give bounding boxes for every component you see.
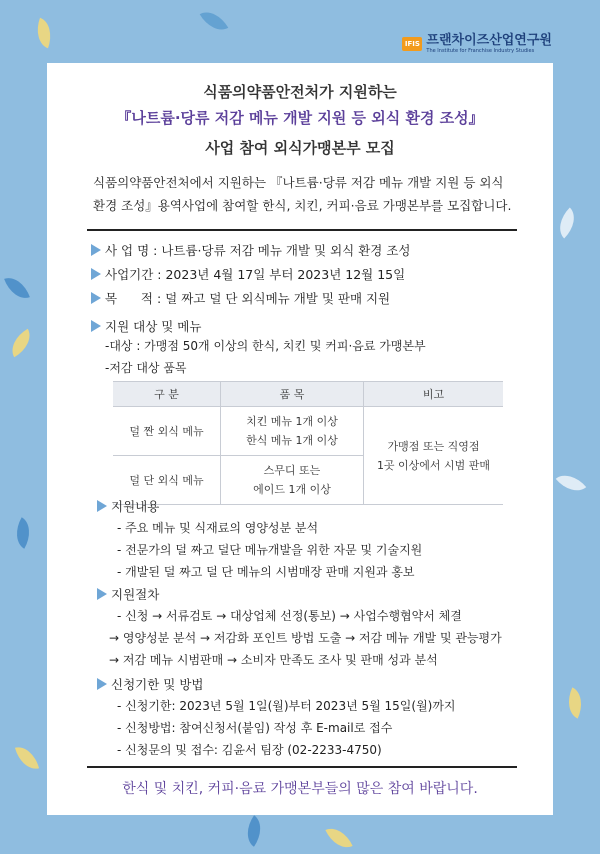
table-cell-items	[221, 456, 364, 505]
top-divider	[87, 229, 517, 231]
apply-item: - 신청방법: 참여신청서(붙임) 작성 후 E-mail로 접수	[117, 721, 393, 735]
leaf-decoration	[5, 329, 37, 358]
leaf-decoration	[551, 207, 582, 238]
bullet-triangle-icon	[91, 292, 101, 304]
info-period-text: 사업기간 : 2023년 4월 17일 부터 2023년 12월 15일	[105, 267, 406, 282]
table-cell-category: 덜 단 외식 메뉴	[113, 456, 221, 505]
support-item: - 개발된 덜 짜고 덜 단 메뉴의 시범매장 판매 지원과 홍보	[117, 565, 415, 579]
info-purpose-text: 목 적 : 덜 짜고 덜 단 외식메뉴 개발 및 판매 지원	[105, 291, 391, 306]
bullet-triangle-icon	[97, 500, 107, 512]
table-header: 품 목	[221, 382, 364, 407]
table-item-text: 치킨 메뉴 1개 이상	[246, 415, 338, 428]
procedure-item: - 신청 → 서류검토 → 대상업체 선정(통보) → 사업수행협약서 체결	[117, 609, 462, 623]
leaf-decoration	[9, 517, 38, 549]
table-note-text: 가맹점 또는 직영점	[387, 439, 480, 453]
table-cell-category: 덜 짠 외식 메뉴	[113, 407, 221, 456]
table-item-text: 한식 메뉴 1개 이상	[246, 434, 338, 447]
apply-item: - 신청문의 및 접수: 김윤서 팀장 (02-2233-4750)	[117, 743, 382, 757]
institute-logo	[402, 34, 552, 54]
leaf-decoration	[15, 743, 39, 773]
support-title	[97, 497, 159, 515]
target-title-text: 지원 대상 및 메뉴	[105, 319, 202, 334]
logo-mark: IFIS	[402, 37, 422, 51]
bullet-triangle-icon	[97, 678, 107, 690]
procedure-item: → 영양성분 분석 → 저감화 포인트 방법 도출 → 저감 메뉴 개발 및 관능평가	[109, 631, 502, 645]
bullet-triangle-icon	[91, 244, 101, 256]
leaf-decoration	[4, 273, 30, 304]
bullet-triangle-icon	[91, 268, 101, 280]
closing-message: 한식 및 치킨, 커피·음료 가맹본부들의 많은 참여 바랍니다.	[122, 781, 478, 797]
intro-line: 환경 조성』용역사업에 참여할 한식, 치킨, 커피·음료 가맹본부를 모집합니다.	[93, 198, 512, 213]
support-item: - 전문가의 덜 짜고 덜단 메뉴개발을 위한 자문 및 기술지원	[117, 543, 423, 557]
procedure-title-text: 지원절차	[111, 587, 160, 602]
leaf-decoration	[200, 5, 229, 37]
info-project	[91, 241, 410, 259]
table-cell-note	[364, 407, 504, 505]
table-header: 구 분	[113, 382, 221, 407]
support-title-text: 지원내용	[111, 499, 160, 514]
title-line2: 『나트륨·당류 저감 메뉴 개발 지원 등 외식 환경 조성』	[116, 109, 484, 127]
procedure-item: → 저감 메뉴 시범판매 → 소비자 만족도 조사 및 판매 성과 분석	[109, 653, 438, 667]
info-purpose	[91, 289, 390, 307]
info-period	[91, 265, 405, 283]
leaf-decoration	[556, 467, 587, 498]
support-item: - 주요 메뉴 및 식재료의 영양성분 분석	[117, 521, 319, 535]
intro-paragraph	[93, 171, 513, 217]
intro-line: 식품의약품안전처에서 지원하는 『나트륨·당류 저감 메뉴 개발 지원 등 외식	[93, 175, 504, 190]
table-item-text: 에이드 1개 이상	[253, 483, 331, 496]
items-table	[113, 381, 503, 505]
apply-title	[97, 675, 203, 693]
title-line3: 사업 참여 외식가맹본부 모집	[205, 139, 395, 157]
table-header: 비고	[364, 382, 504, 407]
target-line: -대상 : 가맹점 50개 이상의 한식, 치킨 및 커피·음료 가맹본부	[105, 339, 426, 353]
table-item-text: 스무디 또는	[263, 464, 321, 477]
bullet-triangle-icon	[97, 588, 107, 600]
items-line: -저감 대상 품목	[105, 361, 187, 375]
leaf-decoration	[561, 687, 588, 718]
leaf-decoration	[31, 18, 57, 49]
leaf-decoration	[239, 815, 269, 847]
apply-item: - 신청기한: 2023년 5월 1일(월)부터 2023년 5월 15일(월)까지	[117, 699, 456, 713]
info-target-title	[91, 317, 201, 335]
logo-name: 프랜차이즈산업연구원	[426, 33, 552, 48]
table-note-text: 1곳 이상에서 시범 판매	[376, 458, 491, 472]
title-line1: 식품의약품안전처가 지원하는	[203, 83, 397, 101]
bullet-triangle-icon	[91, 320, 101, 332]
table-row	[113, 407, 503, 456]
apply-title-text: 신청기한 및 방법	[111, 677, 204, 692]
info-project-text: 사 업 명 : 나트륨·당류 저감 메뉴 개발 및 외식 환경 조성	[105, 243, 411, 258]
table-cell-items	[221, 407, 364, 456]
procedure-title	[97, 585, 159, 603]
bottom-divider	[87, 766, 517, 768]
notice-card	[47, 63, 553, 815]
logo-subtitle: The Institute for Franchise Industry Studies	[426, 48, 535, 54]
